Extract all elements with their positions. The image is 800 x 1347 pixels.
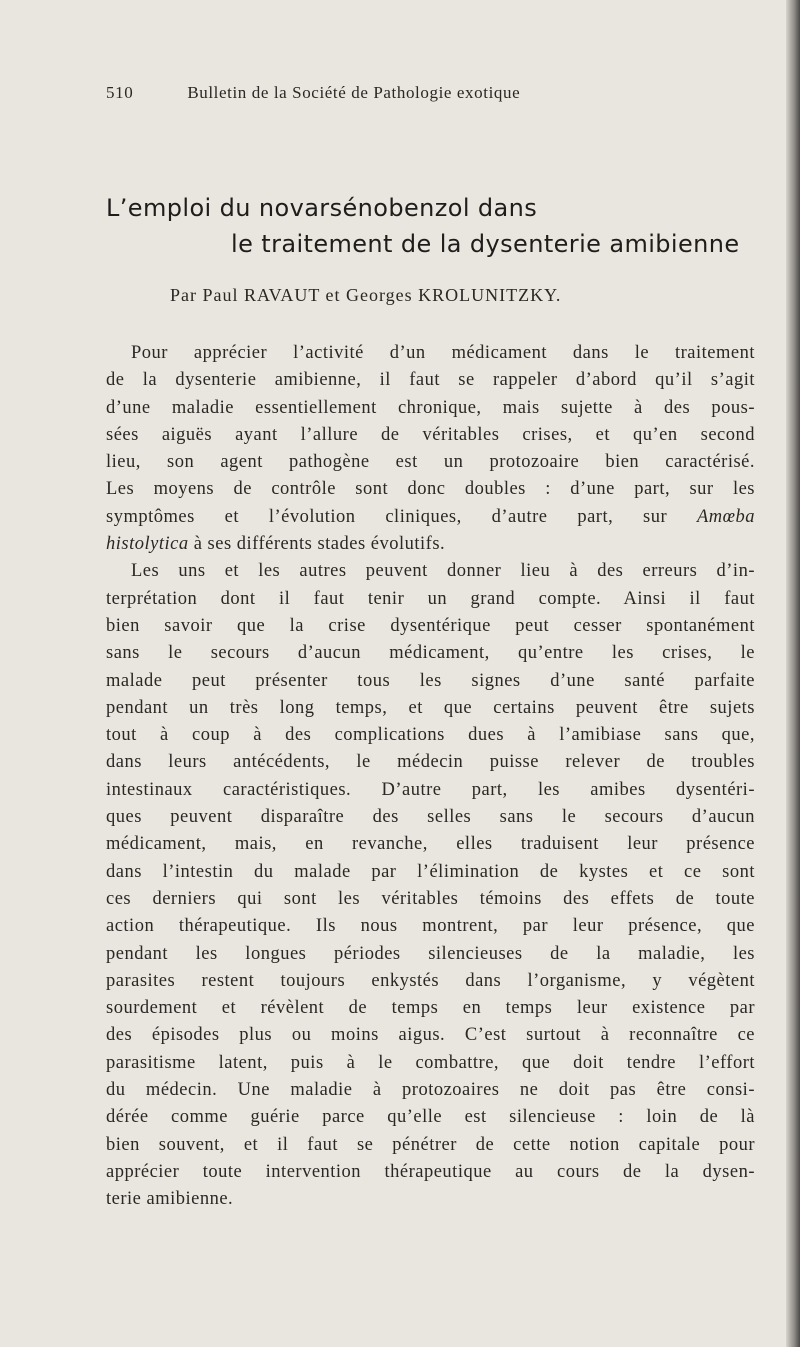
text-line	[106, 531, 755, 558]
text-line: action thérapeutique. Ils nous montrent, par leur présence, que	[106, 916, 755, 937]
article-body	[106, 340, 755, 1214]
text-line: intestinaux caractéristiques. D’autre part, les amibes dysentéri-	[106, 779, 755, 800]
page-number: 510	[106, 83, 134, 102]
text-line: sans le secours d’aucun médicament, qu’entre les crises, le	[106, 643, 755, 664]
species-name-cont: histolytica	[106, 534, 189, 555]
running-header	[106, 83, 666, 103]
text-line: sourdement et révèlent de temps en temps leur existence par	[106, 998, 755, 1019]
text-line: bien savoir que la crise dysentérique peut cesser spontanément	[106, 615, 755, 636]
text-line: malade peut présenter tous les signes d’une santé parfaite	[106, 670, 755, 691]
page-edge-shadow	[786, 0, 800, 1347]
text-line: pendant un très long temps, et que certains peuvent être sujets	[106, 697, 755, 718]
text-line: parasitisme latent, puis à le combattre, que doit tendre l’effort	[106, 1052, 755, 1073]
text-segment: à ses différents stades évolutifs.	[188, 534, 446, 555]
article-authors: Par Paul RAVAUT et Georges KROLUNITZKY.	[170, 285, 562, 305]
article-title-line-1: L’emploi du novarsénobenzol dans	[106, 194, 538, 222]
text-line: ques peuvent disparaître des selles sans le secours d’aucun	[106, 807, 755, 828]
text-line: tout à coup à des complications dues à l’amibiase sans que,	[106, 725, 755, 746]
text-line: médicament, mais, en revanche, elles traduisent leur présence	[106, 834, 755, 855]
text-line: apprécier toute intervention thérapeutique au cours de la dysen-	[106, 1161, 755, 1182]
text-line: du médecin. Une maladie à protozoaires ne doit pas être consi-	[106, 1080, 755, 1101]
text-line: dans leurs antécédents, le médecin puisse relever de troubles	[106, 752, 755, 773]
text-line: lieu, son agent pathogène est un protozoaire bien caractérisé.	[106, 452, 755, 473]
text-line: parasites restent toujours enkystés dans l’organisme, y végètent	[106, 970, 755, 991]
text-line: dans l’intestin du malade par l’élimination de kystes et ce sont	[106, 861, 755, 882]
text-line: Les moyens de contrôle sont donc doubles : d’une part, sur les	[106, 479, 755, 500]
text-line: dérée comme guérie parce qu’elle est silencieuse : loin de là	[106, 1107, 755, 1128]
journal-name: Bulletin de la Société de Pathologie exotique	[187, 83, 521, 102]
text-line: Pour apprécier l’activité d’un médicament dans le traitement	[131, 343, 755, 363]
text-line: d’une maladie essentiellement chronique, mais sujette à des pous-	[106, 397, 755, 418]
text-line: sées aiguës ayant l’allure de véritables crises, et qu’en second	[106, 424, 755, 445]
text-line: bien souvent, et il faut se pénétrer de cette notion capitale pour	[106, 1134, 755, 1155]
text-line: pendant les longues périodes silencieuses de la maladie, les	[106, 943, 755, 964]
text-line: terie amibienne.	[106, 1189, 234, 1210]
text-line: ces derniers qui sont les véritables témoins des effets de toute	[106, 888, 755, 909]
article-title-line-2: le traitement de la dysenterie amibienne	[231, 230, 740, 258]
text-line: des épisodes plus ou moins aigus. C’est surtout à reconnaître ce	[106, 1025, 755, 1046]
text-line: terprétation dont il faut tenir un grand compte. Ainsi il faut	[106, 588, 755, 609]
text-line	[106, 504, 755, 531]
text-line: de la dysenterie amibienne, il faut se rappeler d’abord qu’il s’agit	[106, 370, 755, 391]
text-line: Les uns et les autres peuvent donner lieu à des erreurs d’in-	[131, 561, 755, 582]
text-segment: symptômes et l’évolution cliniques, d’autre part, sur	[106, 506, 697, 527]
species-name: Amœba	[697, 506, 755, 527]
